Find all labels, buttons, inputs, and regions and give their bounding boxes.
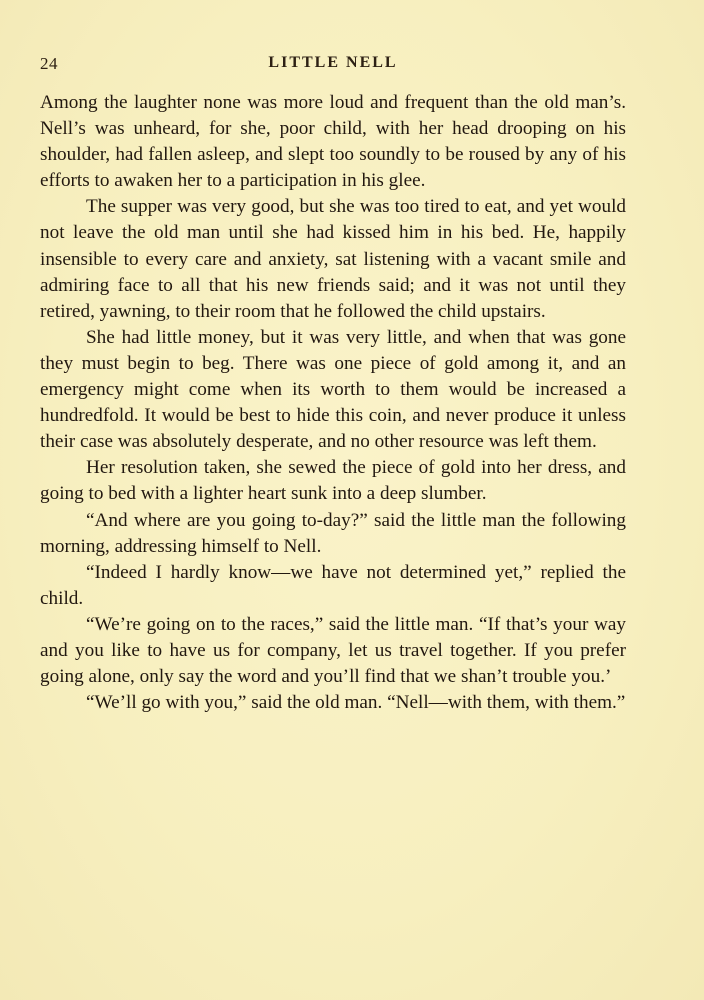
paragraph: “And where are you going to-day?” said the little man the following morning, addressing himself to Nell.: [40, 509, 626, 557]
paragraph: “We’ll go with you,” said the old man. “Nell—with them, with them.”: [86, 692, 626, 714]
running-head: [40, 54, 626, 78]
page-title: LITTLE NELL: [268, 54, 398, 71]
body-text: [40, 90, 626, 716]
paragraph: “We’re going on to the races,” said the little man. “If that’s your way and you like to have us for company, let us travel together. If you prefer going alone, only say the word and you’ll find that we shan’t trouble you.’: [40, 613, 626, 688]
paragraph: Her resolution taken, she sewed the piece of gold into her dress, and going to bed with a lighter heart sunk into a deep slumber.: [40, 457, 626, 505]
paragraph: “Indeed I hardly know—we have not determined yet,” replied the child.: [40, 561, 626, 609]
paragraph: The supper was very good, but she was too tired to eat, and yet would not leave the old man until she had kissed him in his bed. He, happily insensible to every care and anxiety, sat listening with a vacant smile and admiring face to all that his new friends said; and it was not until they retired, yawning, to their room that he followed the child upstairs.: [40, 196, 626, 322]
page-number: 24: [40, 54, 58, 73]
paragraph: She had little money, but it was very little, and when that was gone they must begin to beg. There was one piece of gold among it, and an emergency might come when its worth to them would be increased a hundredfold. It would be best to hide this coin, and never produce it unless their case was absolutely desperate, and no other resource was left them.: [40, 326, 626, 453]
paragraph: Among the laughter none was more loud and frequent than the old man’s. Nell’s was unheard, for she, poor child, with her head drooping on his shoulder, had fallen asleep, and slept too soundly to be roused by any of his efforts to awaken her to a participation in his glee.: [40, 92, 626, 192]
